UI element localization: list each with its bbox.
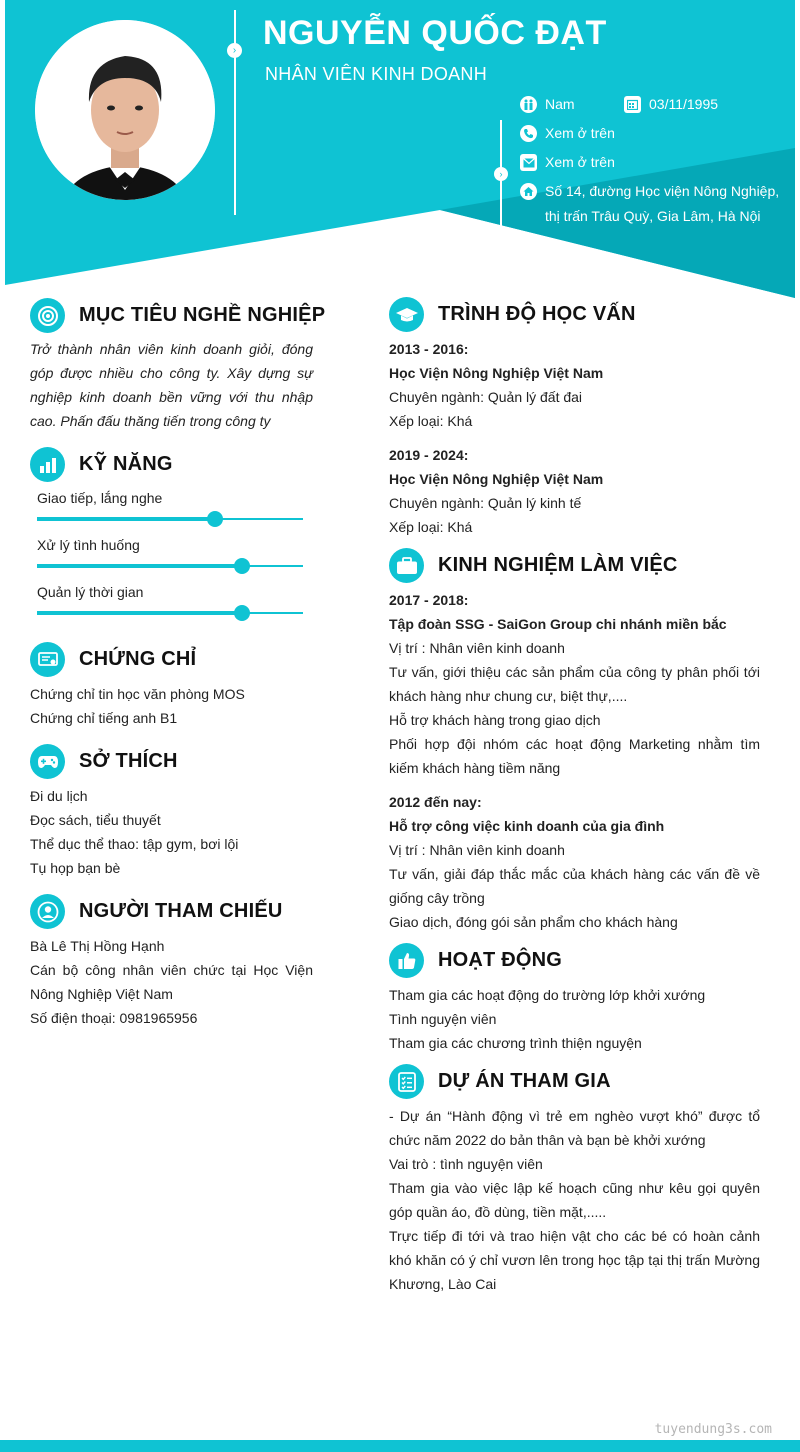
education-grade: Xếp loại: Khá bbox=[389, 519, 473, 535]
experience-role: Vị trí : Nhân viên kinh doanh bbox=[389, 640, 565, 656]
avatar bbox=[35, 20, 215, 200]
education-grade: Xếp loại: Khá bbox=[389, 413, 473, 429]
skill-bar-knob bbox=[207, 511, 223, 527]
section-objective-heading bbox=[30, 298, 325, 333]
experience-role: Vị trí : Nhân viên kinh doanh bbox=[389, 842, 565, 858]
list-item: Trực tiếp đi tới và trao hiện vật cho các bé có hoàn cảnh khó khăn có ý chỉ vươn lên trong học tập tại thị trấn Mường Khương, Lào Cai bbox=[389, 1228, 760, 1292]
activities-list bbox=[389, 983, 760, 1055]
gender-info bbox=[520, 96, 575, 117]
skill-bar-fill bbox=[37, 611, 242, 615]
list-item: Tham gia vào việc lập kế hoạch cũng như kêu gọi quyên góp quần áo, đồ dùng, tiền mặt,..... bbox=[389, 1180, 760, 1220]
section-references-heading bbox=[30, 894, 283, 929]
reference-name: Bà Lê Thị Hồng Hạnh bbox=[30, 938, 165, 954]
section-certificates-heading bbox=[30, 642, 196, 677]
section-title: SỞ THÍCH bbox=[79, 750, 178, 772]
education-period: 2013 - 2016: bbox=[389, 341, 469, 357]
list-item: Thể dục thể thao: tập gym, bơi lội bbox=[30, 836, 239, 852]
section-hobbies-heading bbox=[30, 744, 178, 779]
user-icon bbox=[30, 894, 65, 929]
experience-duty: Giao dịch, đóng gói sản phẩm cho khách hàng bbox=[389, 914, 678, 930]
phone-icon bbox=[520, 125, 537, 142]
experience-period: 2012 đến nay: bbox=[389, 794, 482, 810]
list-item: Vai trò : tình nguyện viên bbox=[389, 1156, 543, 1172]
list-item: - Dự án “Hành động vì trẻ em nghèo vượt khó” được tổ chức năm 2022 do bản thân và bạn bè khởi xướng bbox=[389, 1108, 760, 1148]
target-icon bbox=[30, 298, 65, 333]
gender-value: Nam bbox=[545, 96, 575, 112]
education-entry bbox=[389, 337, 760, 433]
portrait-photo bbox=[35, 20, 215, 200]
email-value[interactable]: Xem ở trên bbox=[545, 154, 615, 170]
chevron-right-icon: › bbox=[494, 167, 508, 181]
section-title: CHỨNG CHỈ bbox=[79, 648, 197, 670]
section-experience-heading bbox=[389, 548, 678, 583]
list-item: Chứng chỉ tiếng anh B1 bbox=[30, 710, 178, 726]
section-projects-heading bbox=[389, 1064, 611, 1099]
skill-bar-knob bbox=[234, 558, 250, 574]
skill-bar-fill bbox=[37, 517, 215, 521]
bar-chart-icon bbox=[30, 447, 65, 482]
candidate-job-title: NHÂN VIÊN KINH DOANH bbox=[265, 64, 488, 84]
list-item: Đi du lịch bbox=[30, 788, 88, 804]
certificates-list bbox=[30, 682, 313, 730]
reference-position: Cán bộ công nhân viên chức tại Học Viện Nông Nghiệp Việt Nam bbox=[30, 962, 313, 1002]
birthday-info bbox=[624, 96, 718, 117]
experience-period: 2017 - 2018: bbox=[389, 592, 469, 608]
list-item: Tình nguyện viên bbox=[389, 1011, 497, 1027]
hobbies-list bbox=[30, 784, 313, 880]
experience-entry bbox=[389, 588, 760, 780]
cv-header bbox=[0, 0, 800, 300]
skill-bar-fill bbox=[37, 564, 242, 568]
skill-label: Giao tiếp, lắng nghe bbox=[37, 490, 163, 506]
section-title: KỸ NĂNG bbox=[79, 453, 173, 475]
experience-duty: Tư vấn, giới thiệu các sản phẩm của công ty phân phối tới khách hàng như chung cư, biệt thự,.... bbox=[389, 664, 760, 704]
footer-bar bbox=[0, 1440, 800, 1452]
thumbs-up-icon bbox=[389, 943, 424, 978]
gamepad-icon bbox=[30, 744, 65, 779]
list-item: Chứng chỉ tin học văn phòng MOS bbox=[30, 686, 245, 702]
list-item: Tụ họp bạn bè bbox=[30, 860, 121, 876]
envelope-icon bbox=[520, 154, 537, 171]
experience-duty: Tư vấn, giải đáp thắc mắc của khách hàng các vấn đề về giống cây trồng bbox=[389, 866, 760, 906]
objective-text: Trở thành nhân viên kinh doanh giỏi, đóng góp được nhiều cho công ty. Xây dựng sự nghiệp kinh doanh bền vững với thu nhập cao. Phấn đấu thăng tiến trong công ty bbox=[30, 341, 313, 429]
skill-bar bbox=[37, 612, 303, 614]
education-school: Học Viện Nông Nghiệp Việt Nam bbox=[389, 365, 604, 381]
projects-list bbox=[389, 1104, 760, 1296]
address-line-1: Số 14, đường Học viện Nông Nghiệp, bbox=[545, 183, 780, 199]
email-info bbox=[520, 154, 615, 175]
section-title: DỰ ÁN THAM GIA bbox=[438, 1070, 611, 1092]
list-item: Đọc sách, tiểu thuyết bbox=[30, 812, 161, 828]
header-divider bbox=[234, 10, 236, 215]
experience-entry bbox=[389, 790, 760, 934]
reference-phone: Số điện thoại: 0981965956 bbox=[30, 1010, 198, 1026]
phone-info bbox=[520, 125, 615, 146]
section-title: KINH NGHIỆM LÀM VIỆC bbox=[438, 554, 678, 576]
certificate-icon bbox=[30, 642, 65, 677]
education-entry bbox=[389, 443, 760, 539]
section-education-heading bbox=[389, 297, 636, 332]
gender-icon bbox=[520, 96, 537, 113]
birthday-value: 03/11/1995 bbox=[649, 96, 719, 112]
skill-label: Quản lý thời gian bbox=[37, 584, 144, 600]
list-item: Tham gia các hoạt động do trường lớp khởi xướng bbox=[389, 987, 706, 1003]
checklist-icon bbox=[389, 1064, 424, 1099]
experience-duty: Hỗ trợ khách hàng trong giao dịch bbox=[389, 712, 601, 728]
education-period: 2019 - 2024: bbox=[389, 447, 469, 463]
phone-value[interactable]: Xem ở trên bbox=[545, 125, 615, 141]
section-title: MỤC TIÊU NGHỀ NGHIỆP bbox=[79, 304, 326, 326]
skill-bar-knob bbox=[234, 605, 250, 621]
section-title: HOẠT ĐỘNG bbox=[438, 949, 563, 971]
watermark: tuyendung3s.com bbox=[654, 1422, 772, 1437]
experience-company: Hỗ trợ công việc kinh doanh của gia đình bbox=[389, 818, 665, 834]
education-major: Chuyên ngành: Quản lý đất đai bbox=[389, 389, 583, 405]
experience-company: Tập đoàn SSG - SaiGon Group chi nhánh miền bắc bbox=[389, 616, 727, 632]
skill-bar bbox=[37, 565, 303, 567]
candidate-name: NGUYỄN QUỐC ĐẠT bbox=[263, 14, 607, 52]
skill-bar bbox=[37, 518, 303, 520]
address-line-2: thị trấn Trâu Quỳ, Gia Lâm, Hà Nội bbox=[545, 208, 761, 224]
graduation-cap-icon bbox=[389, 297, 424, 332]
references-block bbox=[30, 934, 313, 1030]
section-activities-heading bbox=[389, 943, 562, 978]
section-skills-heading bbox=[30, 447, 173, 482]
experience-duty: Phối hợp đội nhóm các hoạt động Marketing nhằm tìm kiếm khách hàng tiềm năng bbox=[389, 736, 760, 776]
education-major: Chuyên ngành: Quản lý kinh tế bbox=[389, 495, 582, 511]
education-school: Học Viện Nông Nghiệp Việt Nam bbox=[389, 471, 604, 487]
skill-label: Xử lý tình huống bbox=[37, 537, 140, 553]
list-item: Tham gia các chương trình thiện nguyện bbox=[389, 1035, 642, 1051]
section-title: TRÌNH ĐỘ HỌC VẤN bbox=[438, 303, 636, 325]
chevron-right-icon: › bbox=[227, 43, 242, 58]
briefcase-icon bbox=[389, 548, 424, 583]
address-info bbox=[520, 183, 779, 229]
section-title: NGƯỜI THAM CHIẾU bbox=[79, 900, 283, 922]
calendar-icon bbox=[624, 96, 641, 113]
home-icon bbox=[520, 183, 537, 200]
